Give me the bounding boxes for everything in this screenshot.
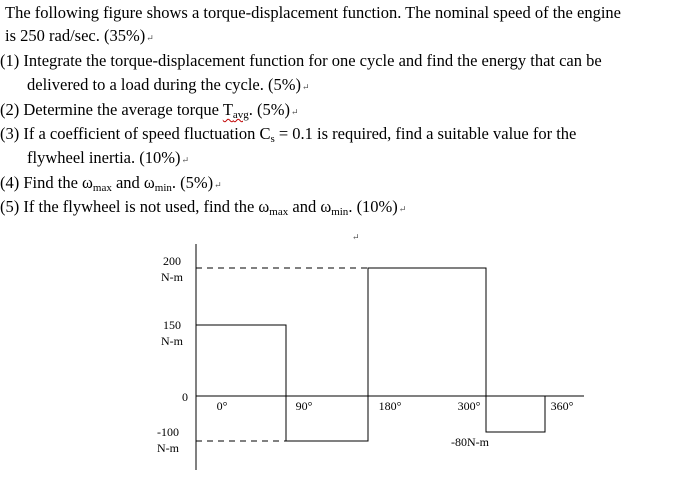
question-1-line-2: delivered to a load during the cycle. (5%)↵ — [27, 75, 310, 94]
y-tick-minus-100: -100 — [157, 425, 179, 439]
torque-segment-1 — [196, 325, 286, 396]
question-3-line-2: flywheel inertia. (10%)↵ — [27, 148, 190, 167]
y-tick-0: 0 — [182, 390, 188, 404]
y-tick-150-unit: N-m — [161, 334, 183, 348]
y-tick-minus-100-unit: N-m — [157, 441, 179, 455]
question-1-line-1: (1) Integrate the torque-displacement function for one cycle and find the energy that can be — [0, 51, 602, 70]
question-2: (2) Determine the average torque $T_{avg}$. (5%)↵ — [0, 100, 299, 121]
x-tick-180: 180° — [378, 399, 402, 413]
problem-line-2: is 250 rad/sec. (35%)↵ — [5, 26, 154, 45]
annotation-minus-80: -80N-m — [451, 435, 489, 449]
problem-line-1: The following figure shows a torque-displacement function. The nominal speed of the engine — [5, 3, 621, 22]
question-4: (4) Find the $\omega_{max}$ and $\omega_{min}$. (5%)↵ — [0, 173, 222, 194]
question-3-line-1: (3) If a coefficient of speed fluctuation $C_s = 0.1$ is required, find a suitable value for the — [0, 124, 577, 145]
return-mark: ↵ — [352, 232, 360, 242]
torque-segment-3 — [368, 268, 486, 396]
y-tick-150: 150 — [163, 318, 181, 332]
x-tick-0: 0° — [216, 399, 228, 413]
question-5: (5) If the flywheel is not used, find the $\omega_{max}$ and $\omega_{min}$. (10%)↵ — [0, 197, 407, 218]
x-tick-90: 90° — [295, 399, 313, 413]
torque-segment-4 — [486, 396, 545, 432]
y-tick-200: 200 — [163, 254, 181, 268]
x-tick-360: 360° — [550, 399, 574, 413]
y-tick-200-unit: N-m — [161, 270, 183, 284]
x-tick-300: 300° — [457, 399, 481, 413]
